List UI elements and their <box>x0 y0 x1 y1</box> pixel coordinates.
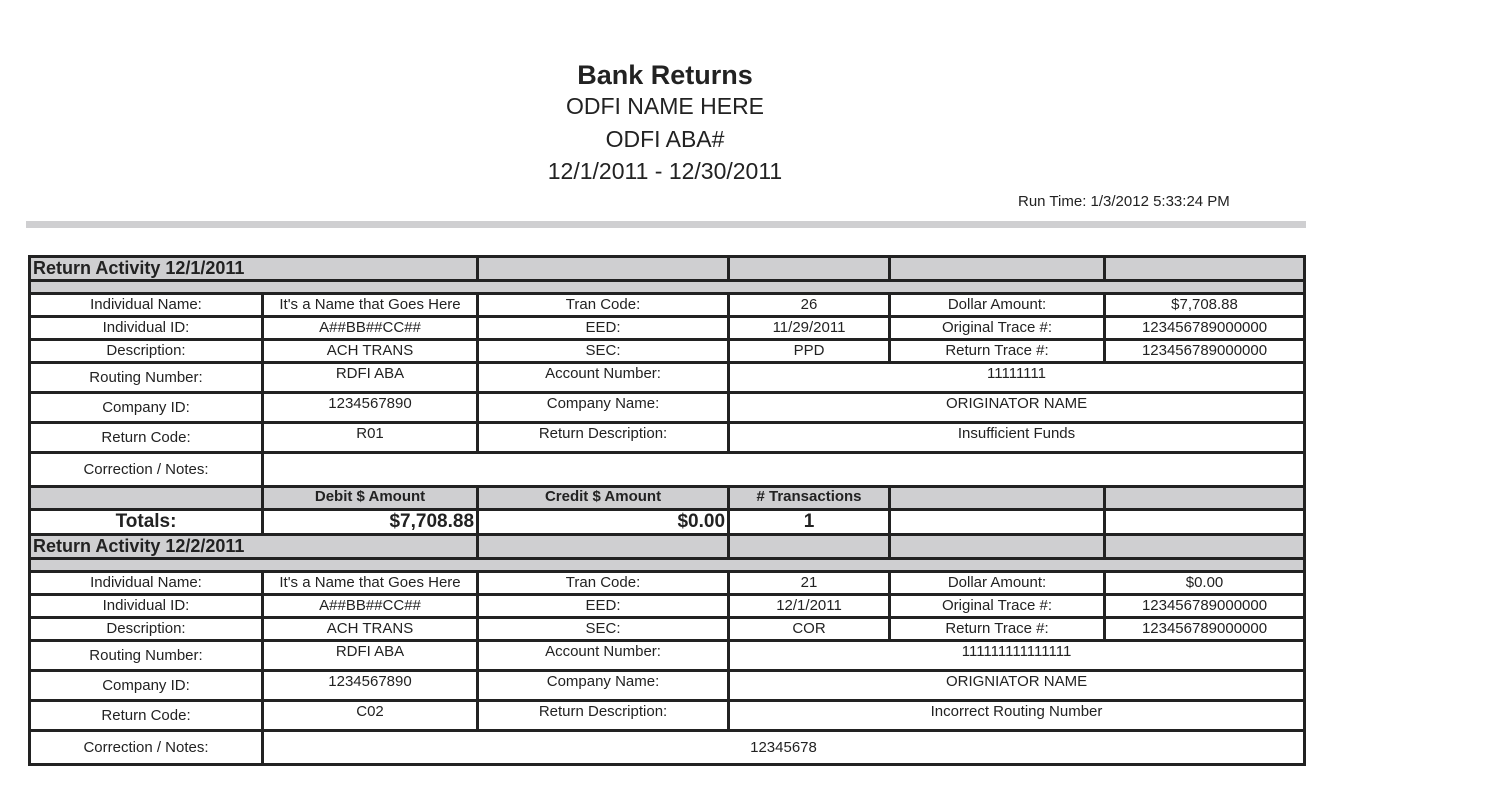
label-individual-name: Individual Name: <box>30 294 263 317</box>
value-return-trace: 123456789000000 <box>1105 340 1305 363</box>
label-dollar-amount: Dollar Amount: <box>890 572 1105 595</box>
value-return-trace: 123456789000000 <box>1105 618 1305 641</box>
spacer-cell <box>30 559 1305 572</box>
header-cell <box>729 257 890 281</box>
header-transactions: # Transactions <box>729 487 890 510</box>
header-cell <box>1105 257 1305 281</box>
label-individual-name: Individual Name: <box>30 572 263 595</box>
table-row <box>30 572 1305 595</box>
label-company-id: Company ID: <box>30 393 263 423</box>
table-row <box>30 701 1305 731</box>
header-cell <box>478 257 729 281</box>
empty-cell <box>1105 510 1305 535</box>
header-cell <box>1105 535 1305 559</box>
table-row <box>30 731 1305 765</box>
spacer-row <box>30 281 1305 294</box>
table-row <box>30 294 1305 317</box>
table-row <box>30 363 1305 393</box>
value-individual-id: A##BB##CC## <box>263 595 478 618</box>
empty-cell <box>890 510 1105 535</box>
label-original-trace: Original Trace #: <box>890 317 1105 340</box>
totals-header-row <box>30 487 1305 510</box>
header-cell <box>1105 487 1305 510</box>
value-company-name: ORIGNIATOR NAME <box>729 671 1305 701</box>
value-account-number: 11111111 <box>729 363 1305 393</box>
label-original-trace: Original Trace #: <box>890 595 1105 618</box>
spacer-cell <box>30 281 1305 294</box>
header-divider <box>26 221 1306 228</box>
header-cell <box>729 535 890 559</box>
odfi-name: ODFI NAME HERE <box>565 93 765 119</box>
table-row <box>30 340 1305 363</box>
value-dollar-amount: $7,708.88 <box>1105 294 1305 317</box>
section-title: Return Activity 12/1/2011 <box>30 257 478 281</box>
value-company-id: 1234567890 <box>263 393 478 423</box>
section-title: Return Activity 12/2/2011 <box>30 535 478 559</box>
report-title: Bank Returns <box>577 60 753 90</box>
total-transactions: 1 <box>729 510 890 535</box>
value-return-description: Insufficient Funds <box>729 423 1305 453</box>
label-return-trace: Return Trace #: <box>890 340 1105 363</box>
value-description: ACH TRANS <box>263 618 478 641</box>
value-individual-name: It's a Name that Goes Here <box>263 294 478 317</box>
value-tran-code: 26 <box>729 294 890 317</box>
value-account-number: 111111111111111 <box>729 641 1305 671</box>
value-description: ACH TRANS <box>263 340 478 363</box>
value-eed: 11/29/2011 <box>729 317 890 340</box>
totals-row <box>30 510 1305 535</box>
run-time: Run Time: 1/3/2012 5:33:24 PM <box>1018 193 1230 210</box>
label-company-name: Company Name: <box>478 393 729 423</box>
totals-label: Totals: <box>30 510 263 535</box>
label-eed: EED: <box>478 595 729 618</box>
value-individual-name: It's a Name that Goes Here <box>263 572 478 595</box>
value-routing-number: RDFI ABA <box>263 363 478 393</box>
odfi-aba: ODFI ABA# <box>605 126 725 152</box>
value-return-description: Incorrect Routing Number <box>729 701 1305 731</box>
table-row <box>30 393 1305 423</box>
returns-table <box>28 255 1306 766</box>
label-return-description: Return Description: <box>478 701 729 731</box>
value-company-id: 1234567890 <box>263 671 478 701</box>
label-company-name: Company Name: <box>478 671 729 701</box>
value-original-trace: 123456789000000 <box>1105 595 1305 618</box>
label-return-code: Return Code: <box>30 423 263 453</box>
label-account-number: Account Number: <box>478 641 729 671</box>
header-cell <box>890 535 1105 559</box>
value-original-trace: 123456789000000 <box>1105 317 1305 340</box>
label-routing-number: Routing Number: <box>30 641 263 671</box>
label-sec: SEC: <box>478 340 729 363</box>
header-debit-amount: Debit $ Amount <box>263 487 478 510</box>
label-dollar-amount: Dollar Amount: <box>890 294 1105 317</box>
label-individual-id: Individual ID: <box>30 317 263 340</box>
label-company-id: Company ID: <box>30 671 263 701</box>
total-credit: $0.00 <box>478 510 729 535</box>
value-individual-id: A##BB##CC## <box>263 317 478 340</box>
header-cell <box>890 257 1105 281</box>
spacer-row <box>30 559 1305 572</box>
value-company-name: ORIGINATOR NAME <box>729 393 1305 423</box>
table-row <box>30 317 1305 340</box>
label-return-code: Return Code: <box>30 701 263 731</box>
value-return-code: R01 <box>263 423 478 453</box>
value-return-code: C02 <box>263 701 478 731</box>
label-return-trace: Return Trace #: <box>890 618 1105 641</box>
value-routing-number: RDFI ABA <box>263 641 478 671</box>
header-cell <box>890 487 1105 510</box>
value-dollar-amount: $0.00 <box>1105 572 1305 595</box>
label-tran-code: Tran Code: <box>478 294 729 317</box>
label-eed: EED: <box>478 317 729 340</box>
label-return-description: Return Description: <box>478 423 729 453</box>
label-sec: SEC: <box>478 618 729 641</box>
label-tran-code: Tran Code: <box>478 572 729 595</box>
header-credit-amount: Credit $ Amount <box>478 487 729 510</box>
section-header-row <box>30 535 1305 559</box>
value-tran-code: 21 <box>729 572 890 595</box>
total-debit: $7,708.88 <box>263 510 478 535</box>
table-row <box>30 641 1305 671</box>
header-cell <box>478 535 729 559</box>
section-header-row <box>30 257 1305 281</box>
label-correction-notes: Correction / Notes: <box>30 453 263 487</box>
value-eed: 12/1/2011 <box>729 595 890 618</box>
value-correction-notes: 12345678 <box>263 731 1305 765</box>
label-account-number: Account Number: <box>478 363 729 393</box>
value-correction-notes <box>263 453 1305 487</box>
table-row <box>30 423 1305 453</box>
table-row <box>30 618 1305 641</box>
table-row <box>30 595 1305 618</box>
table-row <box>30 671 1305 701</box>
label-routing-number: Routing Number: <box>30 363 263 393</box>
label-individual-id: Individual ID: <box>30 595 263 618</box>
label-correction-notes: Correction / Notes: <box>30 731 263 765</box>
table-row <box>30 453 1305 487</box>
label-description: Description: <box>30 340 263 363</box>
label-description: Description: <box>30 618 263 641</box>
value-sec: COR <box>729 618 890 641</box>
date-range: 12/1/2011 - 12/30/2011 <box>547 158 783 184</box>
header-cell <box>30 487 263 510</box>
value-sec: PPD <box>729 340 890 363</box>
